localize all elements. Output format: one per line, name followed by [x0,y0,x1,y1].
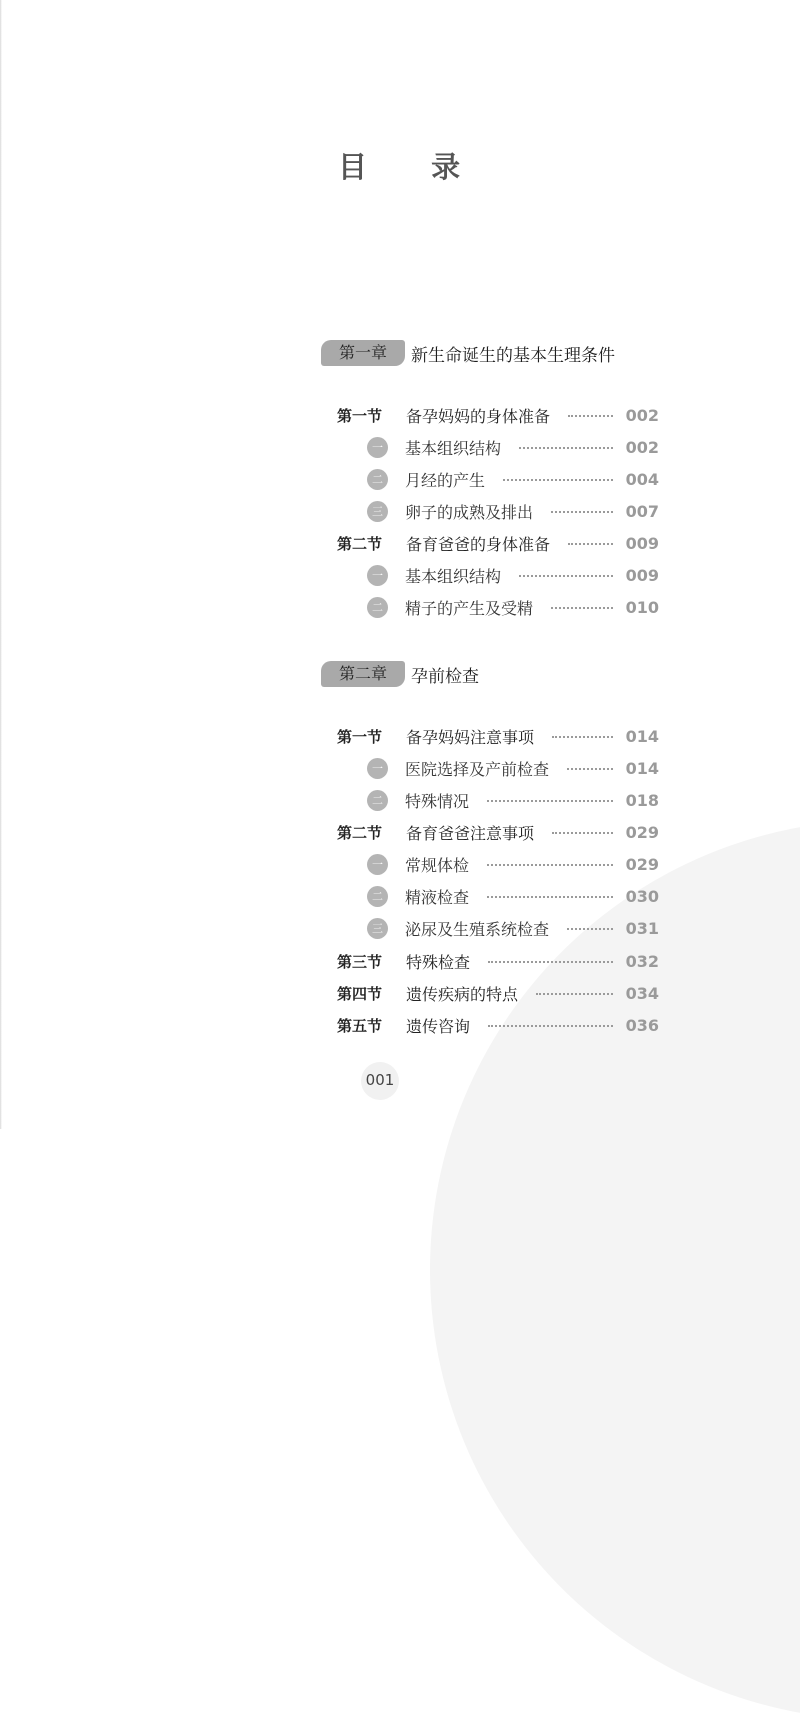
toc-subsection-entry[interactable] [367,434,659,460]
toc-subsection-entry[interactable] [367,466,659,492]
toc-subsection-entry[interactable] [367,851,659,877]
toc-section-entry[interactable] [337,1012,659,1038]
section-title: 备孕妈妈的身体准备 [406,406,551,426]
page-number: 018 [625,790,659,810]
dot-leader [487,864,613,866]
subsection-title: 泌尿及生殖系统检查 [405,919,550,939]
page-number: 002 [625,437,659,457]
subsection-title: 月经的产生 [405,470,486,490]
dot-leader [568,415,613,417]
toc-subsection-entry[interactable] [367,883,659,909]
dot-leader [551,607,613,609]
chapter-badge: 第二章 [321,661,405,687]
page-number: 032 [625,951,659,971]
page-number: 007 [625,501,659,521]
dot-leader [568,543,613,545]
chapter-heading[interactable] [321,339,615,367]
toc-subsection-entry[interactable] [367,755,659,781]
subsection-title: 基本组织结构 [405,438,502,458]
toc-subsection-entry[interactable] [367,915,659,941]
toc-section-entry[interactable] [337,980,659,1006]
chapter-title: 新生命诞生的基本生理条件 [411,345,615,366]
page-number: 010 [625,597,659,617]
number-bullet-icon: 一 [367,437,388,458]
page-number: 036 [625,1015,659,1035]
dot-leader [487,896,613,898]
number-bullet-icon: 二 [367,790,388,811]
toc-subsection-entry[interactable] [367,594,659,620]
toc-section-entry[interactable] [337,948,659,974]
page-number: 009 [625,533,659,553]
dot-leader [567,768,613,770]
subsection-title: 精液检查 [405,887,470,907]
subsection-title: 常规体检 [405,855,470,875]
toc-section-entry[interactable] [337,723,659,749]
toc-section-entry[interactable] [337,402,659,428]
page-number: 014 [625,758,659,778]
number-bullet-icon: 一 [367,758,388,779]
page-number: 030 [625,886,659,906]
section-label: 第一节 [337,406,383,425]
section-title: 备育爸爸的身体准备 [406,534,551,554]
dot-leader [551,511,613,513]
dot-leader [487,800,613,802]
number-bullet-icon: 二 [367,886,388,907]
toc-subsection-entry[interactable] [367,787,659,813]
page-number: 004 [625,469,659,489]
page-number: 029 [625,822,659,842]
page-number: 031 [625,918,659,938]
chapter-heading[interactable] [321,660,479,688]
page-number: 014 [625,726,659,746]
section-label: 第二节 [337,823,383,842]
chapter-title: 孕前检查 [411,666,479,687]
section-title: 遗传咨询 [406,1016,471,1036]
page-title: 目 录 [338,150,488,184]
section-label: 第一节 [337,727,383,746]
subsection-title: 卵子的成熟及排出 [405,502,534,522]
chapter-badge: 第一章 [321,340,405,366]
number-bullet-icon: 一 [367,565,388,586]
dot-leader [488,961,613,963]
section-title: 备孕妈妈注意事项 [406,727,535,747]
number-bullet-icon: 二 [367,597,388,618]
toc-subsection-entry[interactable] [367,498,659,524]
toc-subsection-entry[interactable] [367,562,659,588]
section-label: 第三节 [337,952,383,971]
toc-section-entry[interactable] [337,530,659,556]
folio-page-number: 001 [365,1071,395,1089]
page-number: 034 [625,983,659,1003]
section-label: 第二节 [337,534,383,553]
page-number: 009 [625,565,659,585]
subsection-title: 基本组织结构 [405,566,502,586]
subsection-title: 特殊情况 [405,791,470,811]
page-edge [0,0,2,1129]
dot-leader [552,832,613,834]
section-title: 特殊检查 [406,952,471,972]
number-bullet-icon: 三 [367,918,388,939]
subsection-title: 精子的产生及受精 [405,598,534,618]
dot-leader [536,993,613,995]
number-bullet-icon: 一 [367,854,388,875]
dot-leader [488,1025,613,1027]
section-title: 备育爸爸注意事项 [406,823,535,843]
dot-leader [552,736,613,738]
section-label: 第四节 [337,984,383,1003]
dot-leader [503,479,613,481]
number-bullet-icon: 三 [367,501,388,522]
toc-section-entry[interactable] [337,819,659,845]
dot-leader [567,928,613,930]
page-number: 002 [625,405,659,425]
section-label: 第五节 [337,1016,383,1035]
subsection-title: 医院选择及产前检查 [405,759,550,779]
section-title: 遗传疾病的特点 [406,984,519,1004]
dot-leader [519,447,613,449]
number-bullet-icon: 二 [367,469,388,490]
dot-leader [519,575,613,577]
page-number: 029 [625,854,659,874]
